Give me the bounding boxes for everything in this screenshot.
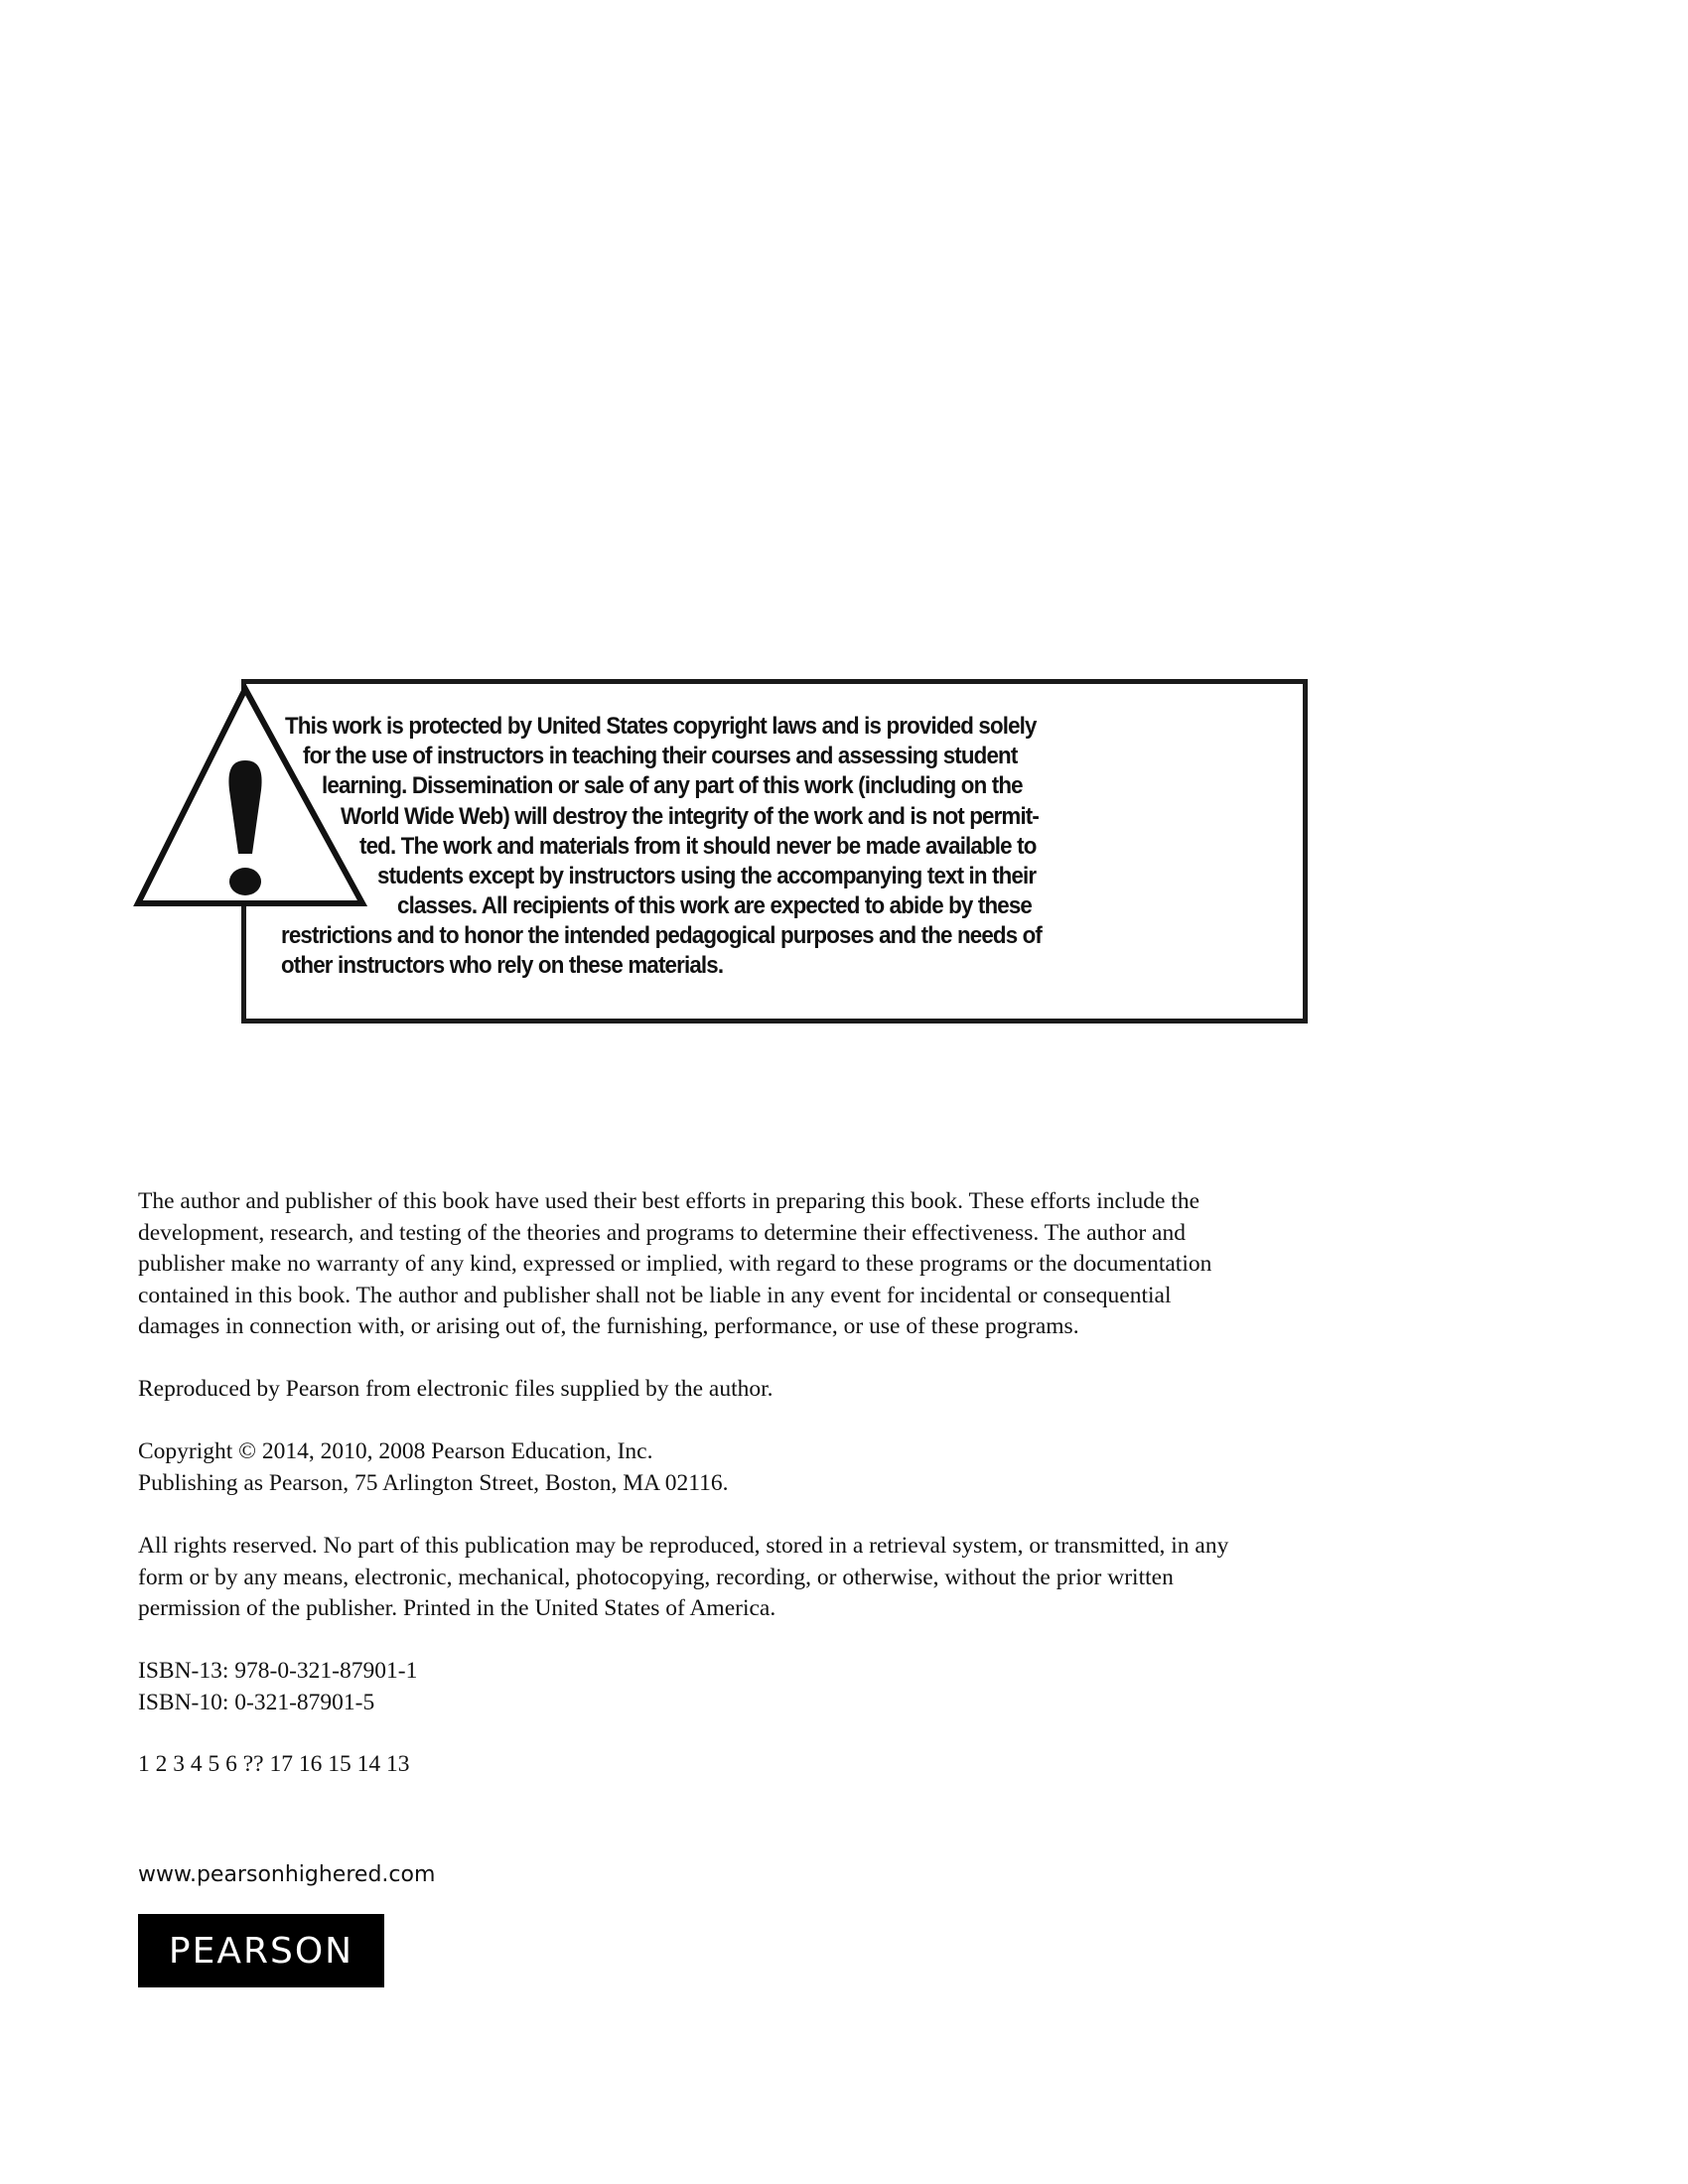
printing-line — [138, 1749, 410, 1781]
logo-text: PEARSON — [168, 1930, 354, 1972]
isbn-block — [138, 1656, 417, 1718]
isbn-13: ISBN-13: 978-0-321-87901-1 — [138, 1658, 418, 1684]
reproduced-note — [138, 1374, 774, 1406]
warning-line: restrictions and to honor the intended pedagogical purposes and the needs of — [281, 922, 1043, 949]
warning-line: students except by instructors using the accompanying text in their — [377, 863, 1037, 889]
isbn-10: ISBN-10: 0-321-87901-5 — [138, 1689, 375, 1715]
warning-line: World Wide Web) will destroy the integrity of the work and is not permit- — [341, 803, 1040, 830]
text-line: form or by any means, electronic, mechanical, photocopying, recording, or otherwise, without the prior written — [138, 1564, 1174, 1590]
copyright-notice — [138, 1436, 728, 1499]
text-line: permission of the publisher. Printed in the United States of America. — [138, 1595, 776, 1621]
text-line: Publishing as Pearson, 75 Arlington Street, Boston, MA 02116. — [138, 1469, 729, 1496]
warning-line: classes. All recipients of this work are expected to abide by these — [397, 892, 1032, 919]
publisher-url[interactable]: www.pearsonhighered.com — [138, 1862, 436, 1887]
text-line: 1 2 3 4 5 6 ?? 17 16 15 14 13 — [138, 1751, 410, 1777]
text-line: Copyright © 2014, 2010, 2008 Pearson Education, Inc. — [138, 1438, 653, 1464]
warning-line: learning. Dissemination or sale of any part of this work (including on the — [322, 772, 1023, 799]
text-line: development, research, and testing of the theories and programs to determine their effectiveness. The author and — [138, 1219, 1186, 1246]
pearson-logo — [138, 1914, 384, 1987]
text-line: contained in this book. The author and publisher shall not be liable in any event for incidental or consequential — [138, 1282, 1172, 1308]
warning-line: for the use of instructors in teaching their courses and assessing student — [303, 743, 1018, 769]
warning-line: This work is protected by United States copyright laws and is provided solely — [285, 713, 1037, 740]
text-line: Reproduced by Pearson from electronic files supplied by the author. — [138, 1376, 774, 1402]
disclaimer-paragraph — [138, 1186, 1211, 1343]
warning-line: other instructors who rely on these materials. — [281, 952, 724, 979]
text-line: The author and publisher of this book have used their best efforts in preparing this book. These efforts include the — [138, 1188, 1199, 1214]
warning-line: ted. The work and materials from it should never be made available to — [359, 833, 1037, 860]
rights-paragraph — [138, 1531, 1228, 1625]
text-line: publisher make no warranty of any kind, expressed or implied, with regard to these programs or the documentation — [138, 1251, 1212, 1277]
text-line: damages in connection with, or arising out of, the furnishing, performance, or use of these programs. — [138, 1313, 1079, 1339]
text-line: All rights reserved. No part of this publication may be reproduced, stored in a retrieval system, or transmitted, in any — [138, 1533, 1229, 1559]
